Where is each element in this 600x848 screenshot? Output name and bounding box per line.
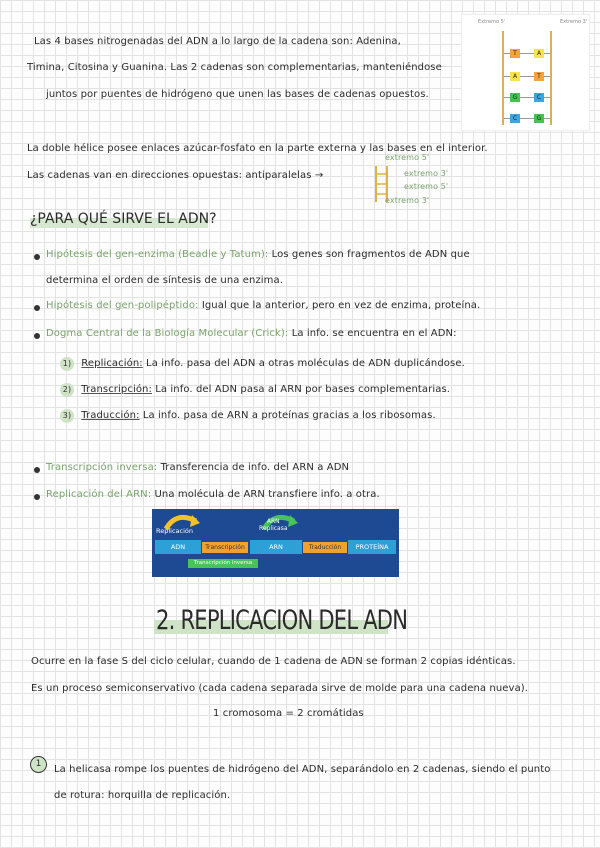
base-a: A <box>510 72 520 81</box>
base-c: C <box>534 93 544 102</box>
base-pair-diagram <box>461 14 590 131</box>
arn-box: ARN <box>250 540 302 554</box>
bullet-item-5 <box>46 489 380 500</box>
transcripcion-inversa-arrow: Transcripción inversa <box>188 559 258 568</box>
bullet-text: Una molécula de ARN transfiere info. a otra. <box>154 489 380 500</box>
sub-title: Replicación: <box>81 358 143 369</box>
step-1-line-2: de rotura: horquilla de replicación. <box>54 790 231 801</box>
bullet-icon <box>34 254 40 260</box>
extremo-label: extremo 3' <box>404 169 449 178</box>
adn-box: ADN <box>155 540 201 554</box>
step-1-line-1: La helicasa rompe los puentes de hidrógeno del ADN, separándolo en 2 cadenas, siendo el punto <box>54 764 551 775</box>
intro-line-3: juntos por puentes de hidrógeno que unen las bases de cadenas opuestos. <box>46 89 429 100</box>
base-c: C <box>510 114 520 123</box>
extremo-label: extremo 5' <box>404 182 449 191</box>
bullet-title: Replicación del ARN: <box>46 489 152 500</box>
extremo-label: extremo 3' <box>385 196 430 205</box>
base-t: T <box>534 72 544 81</box>
sub-title: Transcripción: <box>81 384 152 395</box>
bullet-icon <box>34 467 40 473</box>
bullet-icon <box>34 333 40 339</box>
sub-title: Traducción: <box>81 410 140 421</box>
bullet-text: Transferencia de info. del ARN a ADN <box>160 462 350 473</box>
section-heading: ¿PARA QUÉ SIRVE EL ADN? <box>30 211 217 227</box>
sub-item-traduccion <box>60 409 436 423</box>
base-g: G <box>534 114 544 123</box>
bullet-item-3 <box>46 328 457 339</box>
base-t: T <box>510 49 520 58</box>
sub-text: La info. del ADN pasa al ARN por bases complementarias. <box>155 384 451 395</box>
sub-text: La info. pasa del ADN a otras moléculas de ADN duplicándose. <box>146 358 465 369</box>
bullet-item-1-cont: determina el orden de síntesis de una enzima. <box>46 275 284 286</box>
bullet-title: Hipótesis del gen-enzima (Beadle y Tatum): <box>46 249 269 260</box>
transcripcion-arrow: Transcripción <box>202 542 248 553</box>
sub-text: La info. pasa de ARN a proteínas gracias a los ribosomas. <box>142 410 436 421</box>
extremo-label: extremo 5' <box>385 153 430 162</box>
section-2-para-3: 1 cromosoma = 2 cromátidas <box>213 708 364 719</box>
bullet-title: Hipótesis del gen-polipéptido: <box>46 300 199 311</box>
bullet-text: Los genes son fragmentos de ADN que <box>271 249 470 260</box>
replicacion-label: Replicación <box>156 527 193 535</box>
section-2-title: 2. REPLICACION DEL ADN <box>156 605 408 636</box>
traduccion-arrow: Traducción <box>303 542 347 553</box>
bp-header-right: Extremo 3' <box>560 19 588 25</box>
intro-line-2: Timina, Citosina y Guanina. Las 2 cadenas son complementarias, manteniéndose <box>27 62 442 73</box>
bullet-item-1 <box>46 249 470 260</box>
bullet-icon <box>34 494 40 500</box>
proteina-box: PROTEÍNA <box>348 540 396 554</box>
helix-line-1: La doble hélice posee enlaces azúcar-fosfato en la parte externa y las bases en el interior. <box>27 143 488 154</box>
central-dogma-diagram <box>152 509 399 577</box>
bullet-item-2 <box>46 300 480 311</box>
number-badge: 2) <box>60 383 74 397</box>
sub-item-transcripcion <box>60 383 450 397</box>
bullet-title: Transcripción inversa: <box>46 462 158 473</box>
sub-item-replicacion <box>60 357 465 371</box>
base-a: A <box>534 49 544 58</box>
section-2-para-2: Es un proceso semiconservativo (cada cadena separada sirve de molde para una cadena nueva). <box>31 683 529 694</box>
bp-header-left: Extremo 5' <box>478 19 506 25</box>
helix-line-2: Las cadenas van en direcciones opuestas: antiparalelas → <box>27 170 324 181</box>
base-g: G <box>510 93 520 102</box>
section-2-para-1: Ocurre en la fase S del ciclo celular, cuando de 1 cadena de ADN se forman 2 copias idénticas. <box>31 656 516 667</box>
step-number-badge: 1 <box>30 756 47 773</box>
bullet-text: Igual que la anterior, pero en vez de enzima, proteína. <box>201 300 481 311</box>
number-badge: 1) <box>60 357 74 371</box>
arn-replicasa-label: ARN Replicasa <box>259 518 288 532</box>
bullet-text: La info. se encuentra en el ADN: <box>291 328 457 339</box>
bullet-item-4 <box>46 462 349 473</box>
bullet-icon <box>34 305 40 311</box>
number-badge: 3) <box>60 409 74 423</box>
intro-line-1: Las 4 bases nitrogenadas del ADN a lo largo de la cadena son: Adenina, <box>34 36 401 47</box>
bullet-title: Dogma Central de la Biología Molecular (Crick): <box>46 328 289 339</box>
